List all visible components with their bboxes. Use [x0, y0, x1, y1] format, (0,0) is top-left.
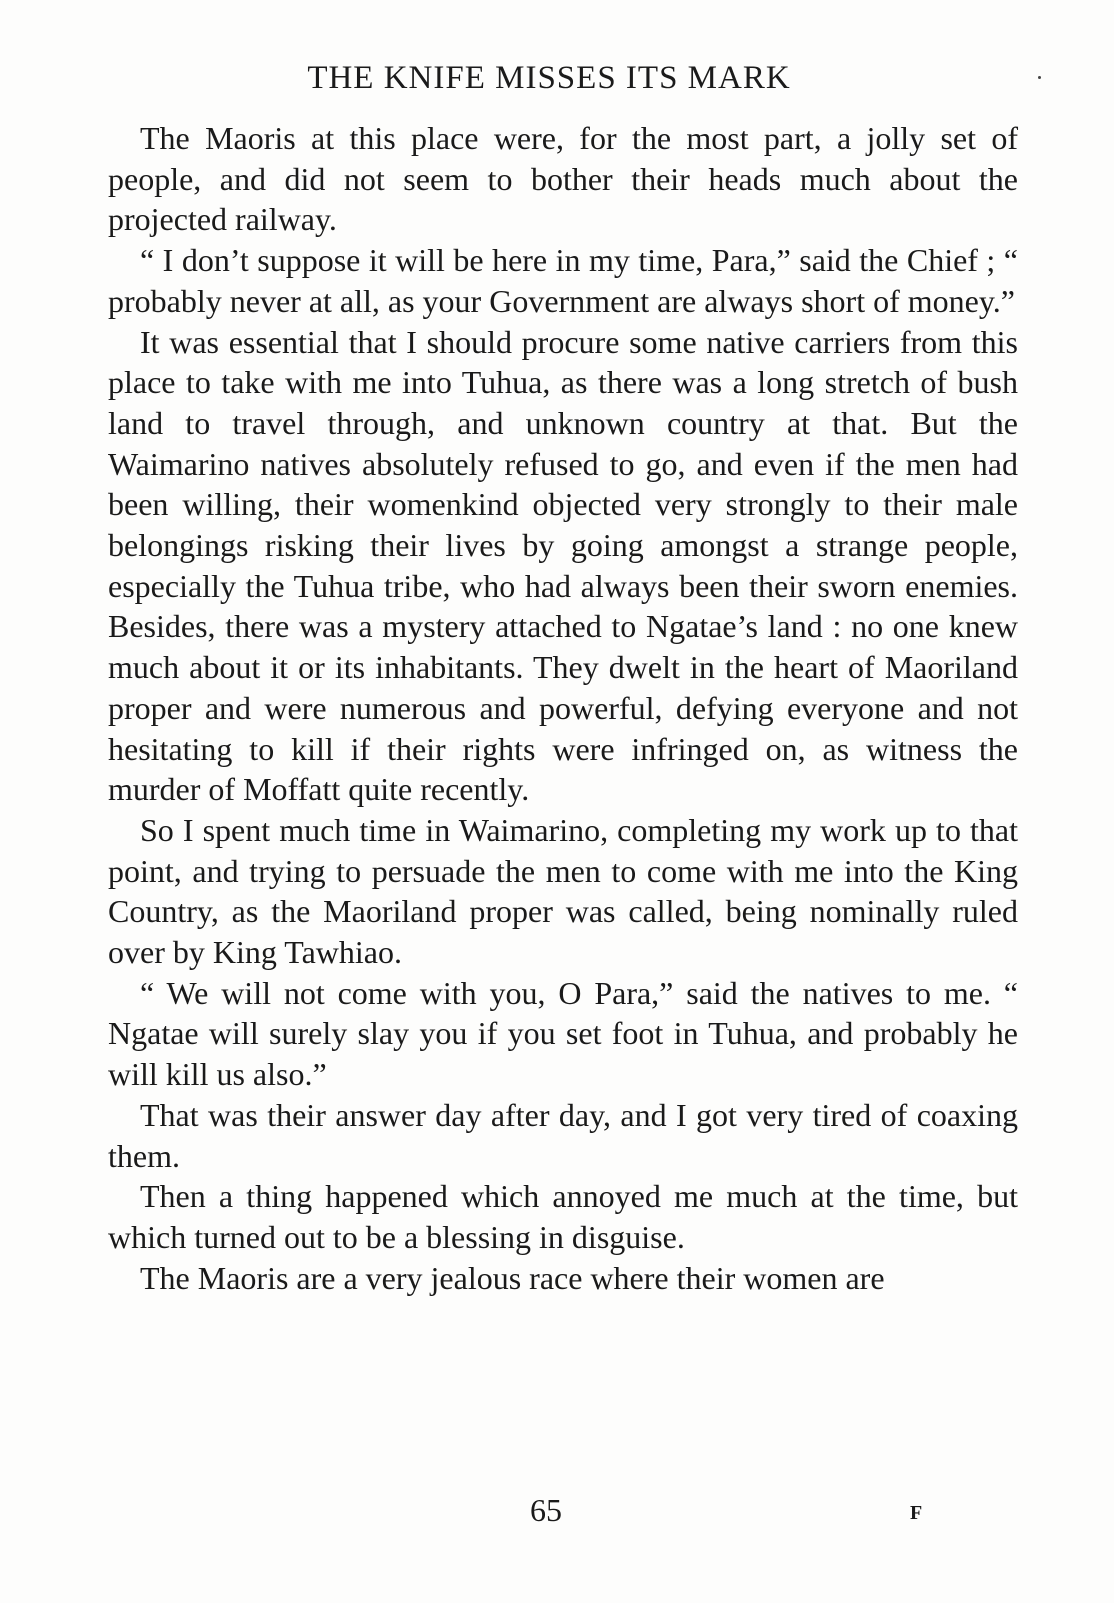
paragraph: That was their answer day after day, and I got very tired of coaxing them. — [108, 1096, 1018, 1174]
paragraph: So I spent much time in Waimarino, completing my work up to that point, and trying to persuade the men to come with me into the King Country, as the Maoriland proper was called, being nominally ruled over by King Tawhiao. — [108, 811, 1018, 971]
body-text — [108, 118, 1018, 1298]
page-number: 65 — [530, 1492, 562, 1528]
paragraph: The Maoris at this place were, for the most part, a jolly set of people, and did not seem to bother their heads much about the projected railway. — [108, 120, 1018, 238]
paragraph: It was essential that I should procure some native carriers from this place to take with me into Tuhua, as there was a long stretch of bush land to travel through, and unknown country at that. But the Waimarino natives absolutely refused to go, and even if the men had been willing, their womenkind objected very strongly to their male belongings risking their lives by going amongst a strange people, especially the Tuhua tribe, who had always been their sworn enemies. Besides, there was a mystery attached to Ngatae’s land : no one knew much about it or its inhabitants. They dwelt in the heart of Maoriland proper and were numerous and powerful, defying everyone and not hesitating to kill if their rights were infringed on, as witness the murder of Moffatt quite recently. — [108, 323, 1018, 808]
paragraph: “ We will not come with you, O Para,” said the natives to me. “ Ngatae will surely slay you if you set foot in Tuhua, and probably he will kill us also.” — [108, 974, 1018, 1093]
running-header: THE KNIFE MISSES ITS MARK — [307, 60, 791, 96]
printer-dot — [1038, 76, 1041, 79]
signature-mark: F — [910, 1502, 923, 1524]
paragraph: “ I don’t suppose it will be here in my time, Para,” said the Chief ; “ probably never at all, as your Government are always short of money.” — [108, 242, 1018, 319]
paragraph: Then a thing happened which annoyed me much at the time, but which turned out to be a blessing in disguise. — [108, 1178, 1018, 1255]
paragraph: The Maoris are a very jealous race where their women are — [140, 1259, 885, 1296]
